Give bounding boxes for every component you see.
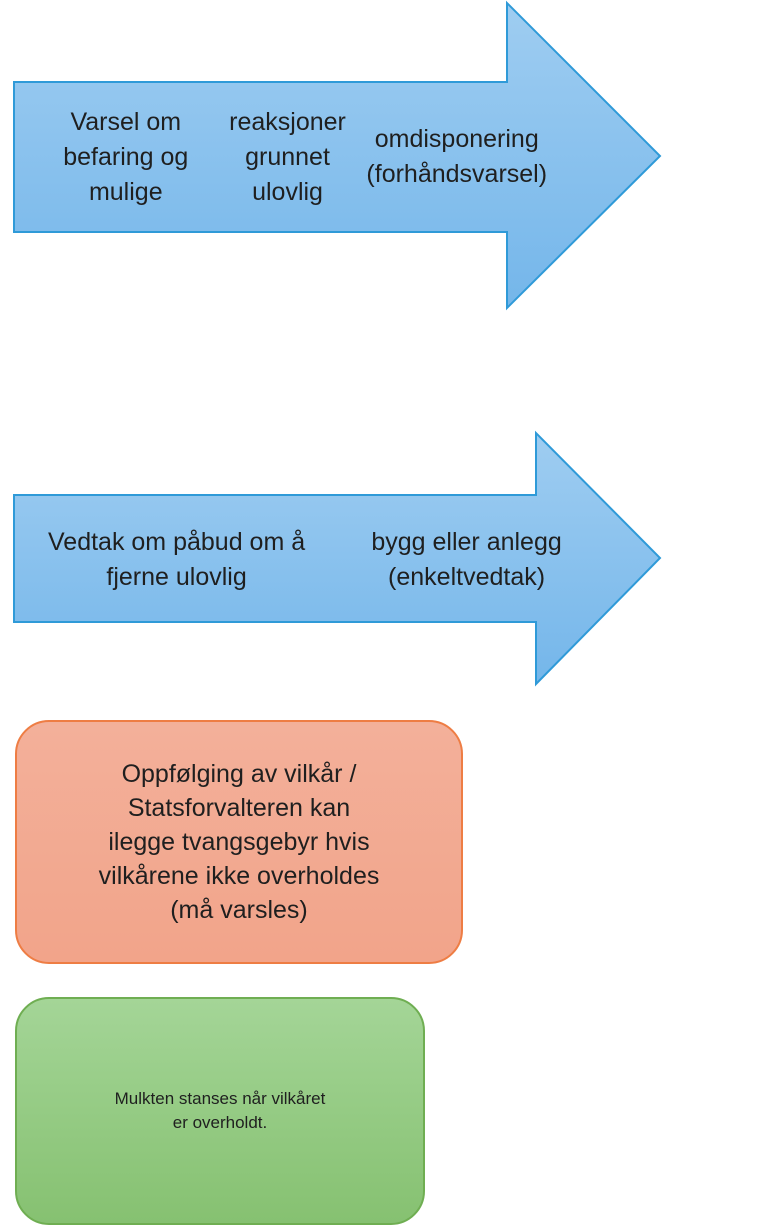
step2-line-2: bygg eller anlegg (enkeltvedtak) (371, 527, 562, 591)
step3-line-2: Statsforvalteren kan (127, 794, 351, 822)
step1-line-3: omdisponering (forhåndsvarsel) (366, 125, 548, 188)
step4-line-1: Mulkten stanses når vilkåret (114, 1089, 326, 1108)
step3-line-4: vilkårene ikke overholdes (98, 862, 380, 890)
step2-line-1: Vedtak om påbud om å fjerne ulovlig (48, 527, 306, 591)
step1-label (40, 82, 550, 232)
step3-line-1: Oppfølging av vilkår / (121, 760, 357, 788)
step2-label (22, 497, 602, 622)
step4-box (15, 997, 425, 1225)
step3-line-3: ilegge tvangsgebyr hvis (108, 828, 370, 856)
step4-label (115, 1087, 326, 1135)
step1-line-2: reaksjoner grunnet ulovlig (229, 107, 346, 206)
step3-box (15, 720, 463, 964)
step3-label (99, 757, 380, 927)
step3-line-5: (må varsles) (170, 896, 308, 924)
step1-line-1: Varsel om befaring og mulige (63, 107, 189, 206)
step4-line-2: er overholdt. (172, 1113, 268, 1132)
